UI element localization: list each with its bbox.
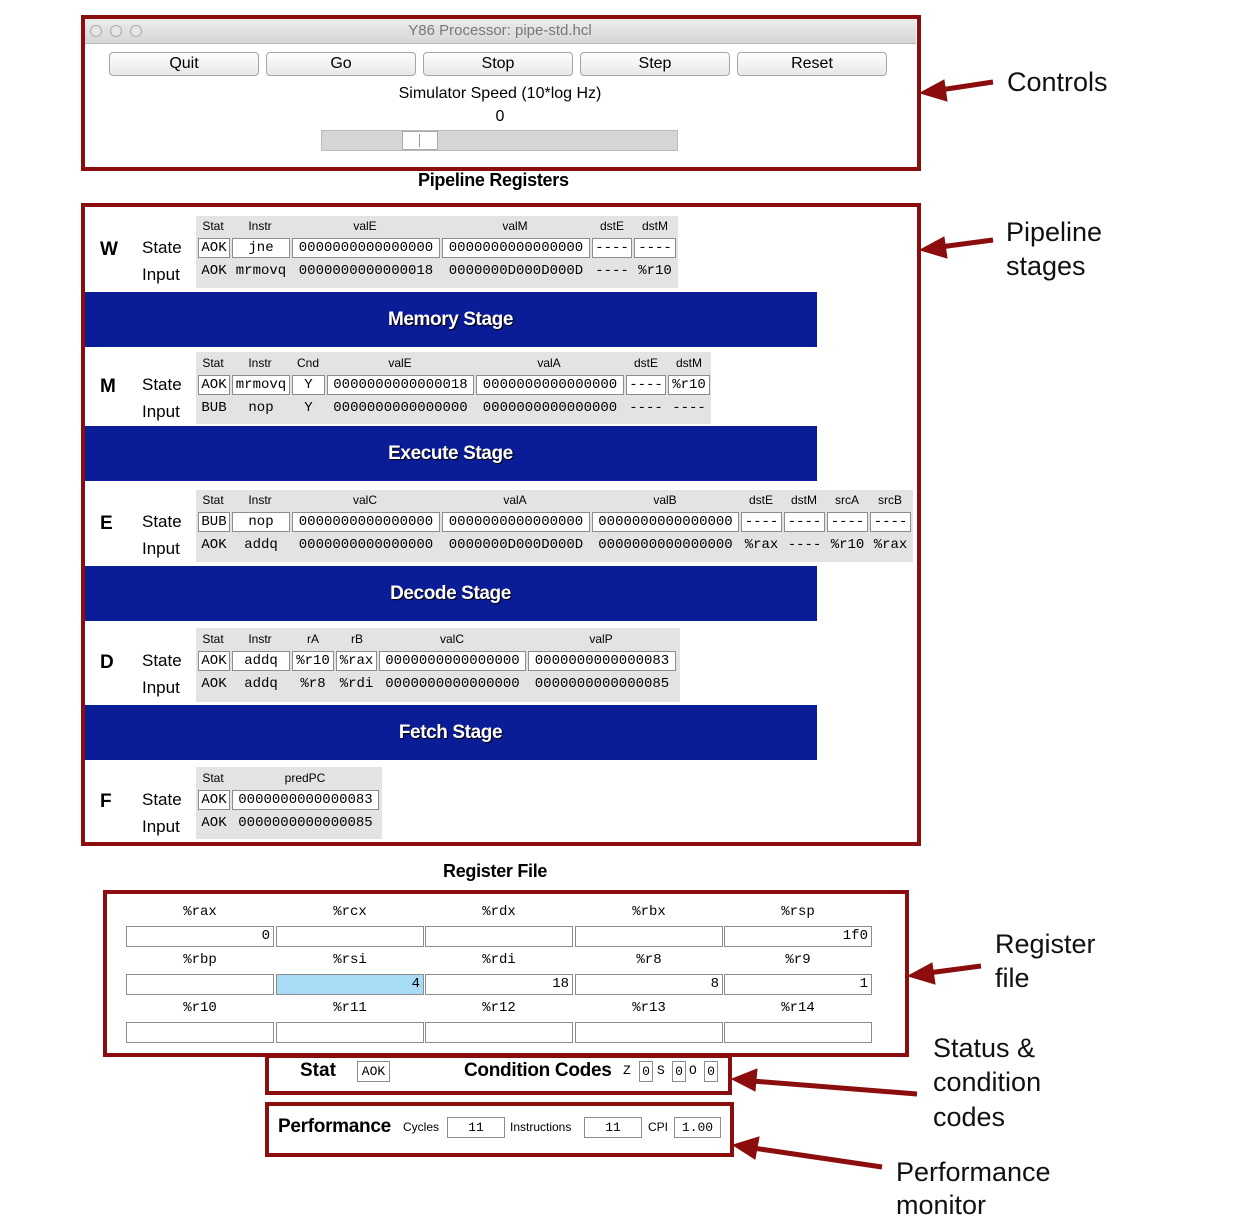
cpi-label: CPI [648, 1120, 669, 1134]
register-name: %r11 [333, 1000, 367, 1016]
cc-s-value: 0 [672, 1061, 686, 1082]
cycles-label: Cycles [403, 1120, 440, 1134]
d-header: rA [307, 632, 319, 646]
stop-button[interactable]: Stop [423, 52, 573, 76]
annotation-performance-line1: Performance [896, 1157, 1051, 1187]
m-header: valA [537, 356, 561, 370]
w-state-dstm: ---- [634, 238, 676, 258]
e-state-srcb: ---- [870, 512, 911, 532]
w-header: Instr [248, 219, 272, 233]
f-input-predpc: 0000000000000085 [238, 815, 373, 831]
d-header: Instr [248, 632, 272, 646]
m-state-instr: mrmovq [232, 375, 290, 395]
annotation-pipeline-line1: Pipeline [1006, 217, 1103, 247]
w-state-stat: AOK [198, 238, 230, 258]
w-input-label: Input [142, 265, 180, 284]
e-stage-letter: E [100, 513, 113, 534]
e-state-dste: ---- [741, 512, 782, 532]
register-name: %r9 [785, 952, 811, 968]
annotation-register-line2: file [995, 963, 1030, 993]
d-header: valC [439, 632, 464, 646]
w-input-instr: mrmovq [235, 263, 287, 279]
m-header: valE [388, 356, 412, 370]
w-header: valE [353, 219, 377, 233]
d-state-instr: addq [232, 651, 290, 671]
e-state-srca: ---- [827, 512, 868, 532]
fetch-stage-banner: Fetch Stage [84, 705, 817, 760]
register-name: %r14 [781, 1000, 815, 1016]
m-header: dstE [633, 356, 658, 370]
f-state-label: State [142, 790, 182, 809]
f-header: predPC [284, 771, 326, 785]
annotation-status-line2: condition [933, 1067, 1042, 1097]
w-header: dstE [599, 219, 624, 233]
register-name: %rbx [632, 904, 666, 920]
d-state-stat: AOK [198, 651, 230, 671]
m-input-vala: 0000000000000000 [482, 400, 618, 416]
w-header: dstM [641, 219, 668, 233]
register-name: %rdx [482, 904, 516, 920]
m-input-vale: 0000000000000000 [333, 400, 468, 416]
e-input-dste: %rax [744, 537, 779, 553]
arrow-status [752, 1081, 917, 1094]
register-value-r8: 8 [575, 974, 723, 995]
m-state-dste: ---- [626, 375, 666, 395]
m-input-cnd: Y [304, 400, 313, 416]
stat-label: Stat [300, 1060, 336, 1081]
e-header: Stat [202, 493, 224, 507]
w-input-dstm: %r10 [638, 263, 672, 279]
w-input-valm: 0000000D000D000D [448, 263, 584, 279]
arrow-controls [940, 82, 993, 90]
annotation-status-line3: codes [933, 1102, 1006, 1132]
annotation-status-line1: Status & [933, 1033, 1036, 1063]
e-header: valA [503, 493, 527, 507]
register-name: %rcx [333, 904, 367, 920]
register-file-title: Register File [443, 861, 548, 881]
e-input-dstm: ---- [787, 537, 822, 553]
d-input-valc: 0000000000000000 [385, 676, 520, 692]
e-input-label: Input [142, 539, 180, 558]
w-input-dste: ---- [595, 263, 629, 279]
e-state-label: State [142, 512, 182, 531]
e-state-valc: 0000000000000000 [292, 512, 440, 532]
m-state-vale: 0000000000000018 [327, 375, 474, 395]
quit-button[interactable]: Quit [109, 52, 259, 76]
e-header: dstM [790, 493, 817, 507]
register-name: %r10 [183, 1000, 217, 1016]
m-state-stat: AOK [198, 375, 230, 395]
e-input-srcb: %rax [873, 537, 908, 553]
instructions-value: 11 [584, 1117, 642, 1138]
speed-label: Simulator Speed (10*log Hz) [398, 85, 602, 102]
register-value-rsp: 1f0 [724, 926, 872, 947]
register-name: %rdi [482, 952, 516, 968]
m-header: Instr [248, 356, 272, 370]
register-value-rax: 0 [126, 926, 274, 947]
register-name: %rsi [333, 952, 367, 968]
execute-stage-banner: Execute Stage [84, 426, 817, 481]
condition-codes-label: Condition Codes [464, 1060, 612, 1081]
annotation-controls: Controls [1007, 67, 1108, 97]
memory-stage-banner: Memory Stage [84, 292, 817, 347]
register-value-r9: 1 [724, 974, 872, 995]
e-state-dstm: ---- [784, 512, 825, 532]
reset-button[interactable]: Reset [737, 52, 887, 76]
e-state-vala: 0000000000000000 [442, 512, 590, 532]
e-header: Instr [248, 493, 272, 507]
arrow-register-file [928, 966, 981, 973]
arrow-register-file-head [908, 963, 935, 984]
d-state-rb: %rax [336, 651, 377, 671]
e-state-stat: BUB [198, 512, 230, 532]
m-input-dste: ---- [629, 400, 663, 416]
m-header: dstM [675, 356, 702, 370]
go-button[interactable]: Go [266, 52, 416, 76]
annotation-pipeline-line2: stages [1006, 251, 1086, 281]
m-input-stat: BUB [201, 400, 227, 416]
arrow-pipeline [940, 240, 993, 247]
arrow-status-head [732, 1069, 757, 1091]
annotation-register-line1: Register [995, 929, 1096, 959]
cc-o-value: 0 [704, 1061, 718, 1082]
m-input-dstm: ---- [672, 400, 706, 416]
e-input-stat: AOK [201, 537, 227, 553]
d-input-instr: addq [244, 676, 278, 692]
window-title: Y86 Processor: pipe-std.hcl [408, 22, 592, 39]
d-input-stat: AOK [201, 676, 227, 692]
cpi-value: 1.00 [674, 1117, 721, 1138]
m-header: Stat [202, 356, 224, 370]
f-input-stat: AOK [201, 815, 227, 831]
e-header: srcA [835, 493, 859, 507]
m-input-label: Input [142, 402, 180, 421]
w-state-vale: 0000000000000000 [292, 238, 440, 258]
performance-label: Performance [278, 1116, 391, 1137]
w-state-dste: ---- [592, 238, 632, 258]
arrow-performance-head [733, 1137, 759, 1159]
d-stage-letter: D [100, 652, 114, 673]
register-value-rsi: 4 [276, 974, 424, 995]
f-header: Stat [202, 771, 224, 785]
annotation-performance-line2: monitor [896, 1190, 987, 1220]
cc-z-value: 0 [639, 1061, 653, 1082]
f-state-predpc: 0000000000000083 [232, 790, 379, 810]
e-header: valC [352, 493, 377, 507]
cycles-value: 11 [447, 1117, 505, 1138]
w-header: Stat [202, 219, 224, 233]
f-state-stat: AOK [198, 790, 230, 810]
m-header: Cnd [296, 356, 319, 370]
e-input-instr: addq [244, 537, 278, 553]
decode-stage-banner: Decode Stage [84, 566, 817, 621]
stat-value: AOK [357, 1061, 390, 1082]
speed-value: 0 [495, 108, 505, 125]
m-stage-letter: M [100, 376, 116, 397]
cc-s-label: S [657, 1063, 665, 1078]
w-input-vale: 0000000000000018 [298, 263, 434, 279]
f-input-label: Input [142, 817, 180, 836]
w-stage-letter: W [100, 239, 118, 260]
cc-o-label: O [689, 1063, 697, 1078]
register-name: %r8 [636, 952, 662, 968]
m-input-instr: nop [248, 400, 274, 416]
instructions-label: Instructions [510, 1120, 572, 1134]
e-header: valB [653, 493, 677, 507]
register-value-rdi: 18 [425, 974, 573, 995]
d-header: Stat [202, 632, 224, 646]
f-stage-letter: F [100, 791, 112, 812]
register-name: %rbp [183, 952, 217, 968]
e-input-vala: 0000000D000D000D [448, 537, 584, 553]
d-input-valp: 0000000000000085 [534, 676, 670, 692]
e-header: dstE [748, 493, 773, 507]
w-header: valM [502, 219, 528, 233]
arrow-controls-head [920, 80, 947, 101]
register-name: %rsp [781, 904, 815, 920]
register-name: %r13 [632, 1000, 666, 1016]
d-input-ra: %r8 [300, 676, 326, 692]
w-state-label: State [142, 238, 182, 257]
e-state-instr: nop [232, 512, 290, 532]
d-header: valP [589, 632, 613, 646]
m-state-cnd: Y [292, 375, 325, 395]
m-state-vala: 0000000000000000 [476, 375, 624, 395]
e-input-valc: 0000000000000000 [298, 537, 434, 553]
d-state-valp: 0000000000000083 [528, 651, 676, 671]
d-input-label: Input [142, 678, 180, 697]
e-input-valb: 0000000000000000 [598, 537, 733, 553]
pipeline-registers-title: Pipeline Registers [418, 170, 569, 190]
d-state-valc: 0000000000000000 [379, 651, 526, 671]
w-state-valm: 0000000000000000 [442, 238, 590, 258]
cc-z-label: Z [623, 1063, 631, 1078]
m-state-dstm: %r10 [668, 375, 710, 395]
arrow-performance [753, 1148, 882, 1167]
register-name: %rax [183, 904, 217, 920]
e-state-valb: 0000000000000000 [592, 512, 739, 532]
step-button[interactable]: Step [580, 52, 730, 76]
w-input-stat: AOK [201, 263, 227, 279]
arrow-pipeline-head [920, 237, 947, 258]
w-state-instr: jne [232, 238, 290, 258]
e-input-srca: %r10 [830, 537, 865, 553]
d-input-rb: %rdi [339, 676, 374, 692]
d-header: rB [351, 632, 363, 646]
d-state-ra: %r10 [292, 651, 334, 671]
m-state-label: State [142, 375, 182, 394]
e-header: srcB [878, 493, 902, 507]
register-name: %r12 [482, 1000, 516, 1016]
d-state-label: State [142, 651, 182, 670]
